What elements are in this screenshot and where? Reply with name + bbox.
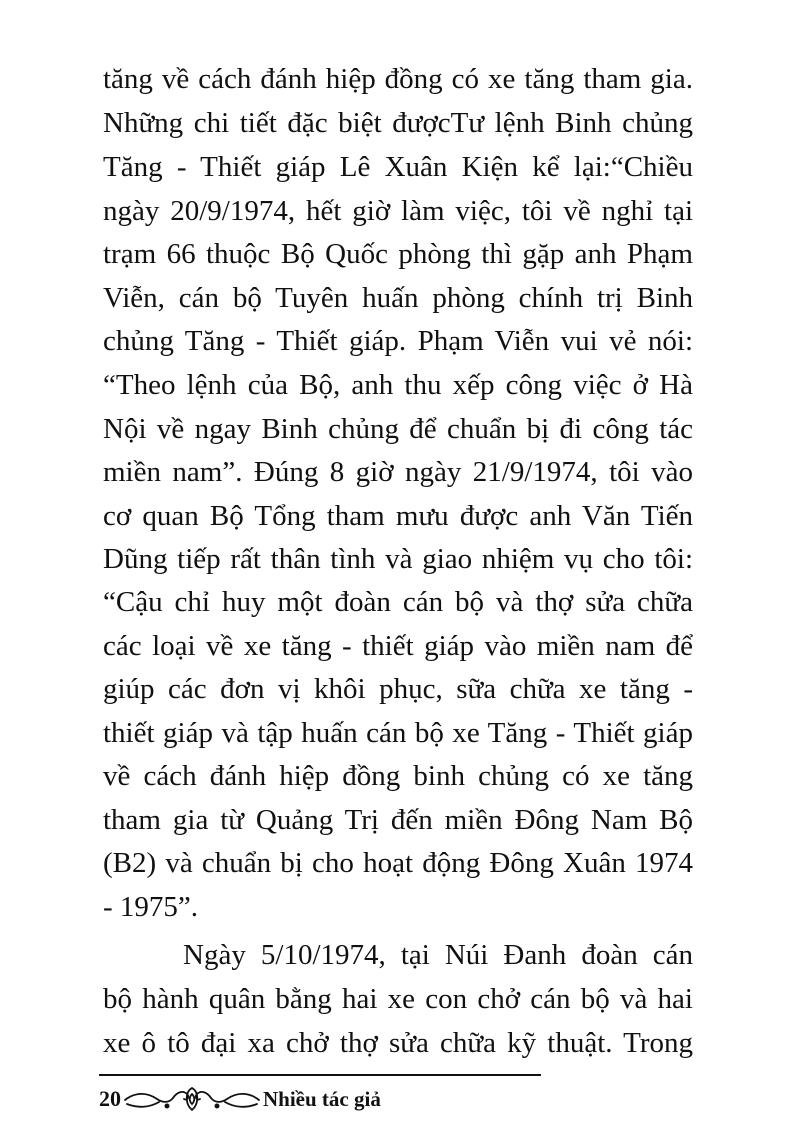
text-line: chủng Tăng - Thiết giáp. Phạm Viễn vui vẻ nói:	[103, 325, 693, 357]
text-line: “Theo lệnh của Bộ, anh thu xếp công việc ở Hà	[103, 369, 693, 401]
text-line: Nội về ngay Binh chủng để chuẩn bị đi công tác	[103, 413, 693, 445]
text-line: - 1975”.	[103, 891, 199, 923]
flourish-ornament-icon	[121, 1084, 263, 1114]
text-line: Dũng tiếp rất thân tình và giao nhiệm vụ cho tôi:	[103, 543, 693, 575]
author-label: Nhiều tác giả	[263, 1086, 381, 1111]
text-line: thiết giáp và tập huấn cán bộ xe Tăng - Thiết giáp	[103, 717, 693, 749]
text-line: bộ hành quân bằng hai xe con chở cán bộ và hai	[103, 983, 693, 1015]
text-line: Viễn, cán bộ Tuyên huấn phòng chính trị Binh	[103, 282, 693, 314]
text-line: miền nam”. Đúng 8 giờ ngày 21/9/1974, tôi vào	[103, 456, 693, 488]
text-line: về cách đánh hiệp đồng binh chủng có xe tăng	[103, 760, 693, 792]
page-number: 20	[99, 1086, 121, 1111]
text-line: (B2) và chuẩn bị cho hoạt động Đông Xuân 1974	[103, 847, 693, 879]
text-line: tham gia từ Quảng Trị đến miền Đông Nam Bộ	[103, 804, 693, 836]
text-line: giúp các đơn vị khôi phục, sữa chữa xe tăng -	[103, 673, 693, 705]
text-line: cơ quan Bộ Tổng tham mưu được anh Văn Tiến	[103, 500, 693, 532]
text-line: “Cậu chỉ huy một đoàn cán bộ và thợ sửa chữa	[103, 586, 693, 618]
text-line: ngày 20/9/1974, hết giờ làm việc, tôi về nghỉ tại	[103, 195, 693, 227]
text-line: Tăng - Thiết giáp Lê Xuân Kiện kể lại:“Chiều	[103, 151, 693, 183]
footer-rule	[99, 1074, 541, 1076]
text-line: tăng về cách đánh hiệp đồng có xe tăng tham gia.	[103, 63, 693, 95]
text-line: các loại về xe tăng - thiết giáp vào miền nam để	[103, 630, 693, 662]
text-line: trạm 66 thuộc Bộ Quốc phòng thì gặp anh Phạm	[103, 238, 693, 270]
page-footer	[99, 1082, 381, 1116]
paragraph-first-line: Ngày 5/10/1974, tại Núi Đanh đoàn cán	[183, 939, 693, 971]
text-line: xe ô tô đại xa chở thợ sửa chữa kỹ thuật. Trong	[103, 1027, 693, 1059]
text-line: Những chi tiết đặc biệt đượcTư lệnh Binh chủng	[103, 107, 693, 139]
